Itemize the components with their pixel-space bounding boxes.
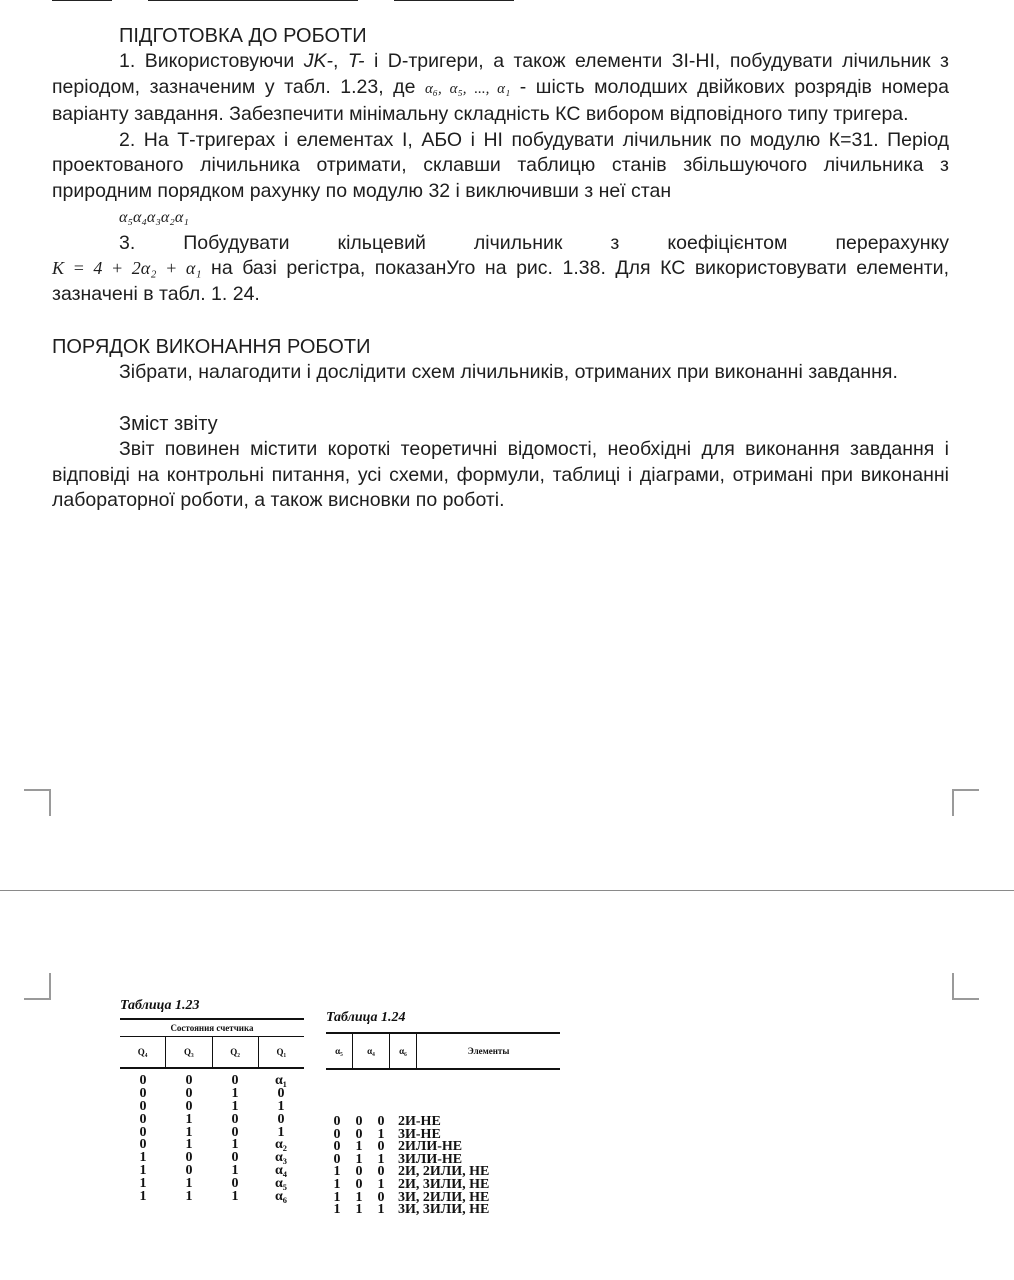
table-cell: 0 bbox=[355, 1114, 363, 1129]
item1-text-c: - шість молодших двійкових розрядів номера варіанту завдання. Забезпечити мінімальну складність КС вибором відповідного типу тригера. bbox=[52, 75, 949, 126]
table-cell: 2И, 3ИЛИ, НЕ bbox=[398, 1176, 490, 1192]
paragraph-item-3-rest bbox=[52, 256, 949, 307]
table-cell: 0 bbox=[377, 1139, 385, 1155]
table-cell: 1 bbox=[377, 1126, 385, 1142]
table-cell: 0 bbox=[139, 1137, 147, 1153]
table-cell: α₂ bbox=[274, 1137, 287, 1153]
table-cell: 1 bbox=[231, 1163, 239, 1179]
table-cell: 1 bbox=[231, 1085, 239, 1101]
section-heading-procedure: ПОРЯДОК ВИКОНАННЯ РОБОТИ bbox=[52, 336, 371, 359]
table-cell: 1 bbox=[377, 1151, 385, 1167]
table-cell: 0 bbox=[231, 1073, 239, 1088]
page-separator bbox=[0, 890, 1014, 891]
table-cell: 0 bbox=[333, 1126, 341, 1142]
table-cell: 0 bbox=[139, 1124, 147, 1140]
table-row bbox=[120, 1098, 304, 1114]
table-cell: 1 bbox=[231, 1189, 239, 1205]
table-cell: 1 bbox=[333, 1176, 341, 1192]
table-cell: 1 bbox=[185, 1176, 193, 1192]
paragraph-item-1 bbox=[52, 49, 949, 128]
table-cell: 1 bbox=[333, 1202, 341, 1218]
page-corner-mark bbox=[952, 789, 979, 816]
table-caption: Таблица 1.24 bbox=[326, 1010, 406, 1025]
table-cell: 1 bbox=[139, 1163, 147, 1179]
table-caption: Таблица 1.23 bbox=[120, 998, 200, 1013]
table-cell: 2И-НЕ bbox=[398, 1114, 441, 1129]
table-cell: 3ИЛИ-НЕ bbox=[398, 1151, 463, 1167]
table-subheader: Состояния счетчика bbox=[120, 1018, 304, 1037]
column-header: Q₃ bbox=[166, 1037, 212, 1067]
page-corner-mark bbox=[24, 789, 51, 816]
table-cell: α₁ bbox=[274, 1073, 287, 1088]
item3-text-b: на базі регістра, показанУго на рис. 1.38. Для КС використовувати елементи, зазначені в табл. 1. 24. bbox=[52, 257, 949, 305]
table-cell: 1 bbox=[185, 1124, 193, 1140]
column-header: Q₂ bbox=[213, 1037, 259, 1067]
item1-separator: , bbox=[332, 50, 348, 72]
table-cell: α₃ bbox=[274, 1150, 287, 1166]
excluded-state-formula: α₅α₄α₃α₂α₁ bbox=[119, 208, 189, 226]
table-header-row bbox=[326, 1032, 560, 1070]
table-cell: 1 bbox=[333, 1189, 341, 1205]
paragraph-item-2: 2. На Т-тригерах і елементах І, АБО і НІ побудувати лічильник по модулю К=31. Період проектованого лічильника отримати, склавши таблицю станів збільшуючого лічильника з природним порядком рахунку по модулю 32 і виключивши з неї стан bbox=[52, 128, 949, 202]
table-header-row bbox=[120, 1037, 304, 1069]
document-body bbox=[52, 24, 949, 514]
table-cell: 0 bbox=[333, 1114, 341, 1129]
paragraph-item-3-line1: 3. Побудувати кільцевий лічильник з коефіцієнтом перерахунку bbox=[119, 231, 949, 254]
table-cell: 0 bbox=[231, 1176, 239, 1192]
table-cell: 0 bbox=[185, 1150, 193, 1166]
table-cell: 0 bbox=[355, 1126, 363, 1142]
paragraph-report: Звіт повинен містити короткі теоретичні відомості, необхідні для виконання завдання і відповіді на контрольні питання, усі схеми, формули, таблиці і діаграми, отримані при виконанні лабораторної роботи, а також висновки по роботі. bbox=[52, 437, 949, 512]
table-cell: 0 bbox=[139, 1098, 147, 1114]
table-cell: 0 bbox=[377, 1189, 385, 1205]
table-body bbox=[326, 1116, 560, 1217]
table-cell: 1 bbox=[377, 1202, 385, 1218]
table-row bbox=[120, 1191, 304, 1204]
column-header: α₆ bbox=[390, 1034, 417, 1068]
table-cell: α₅ bbox=[274, 1176, 287, 1192]
table-cell: 1 bbox=[231, 1137, 239, 1153]
table-cell: 0 bbox=[231, 1150, 239, 1166]
table-cell: 0 bbox=[355, 1176, 363, 1192]
table-cell: 1 bbox=[139, 1176, 147, 1192]
table-cell: 0 bbox=[139, 1111, 147, 1127]
table-cell: 1 bbox=[377, 1176, 385, 1192]
table-row bbox=[120, 1085, 304, 1101]
table-cell: 0 bbox=[277, 1085, 285, 1101]
paragraph-procedure: Зібрати, налагодити і дослідити схем лічильників, отриманих при виконанні завдання. bbox=[119, 361, 898, 384]
table-cell: 0 bbox=[377, 1114, 385, 1129]
table-cell: 2И, 2ИЛИ, НЕ bbox=[398, 1164, 490, 1180]
t-trigger-label: T- bbox=[347, 50, 365, 72]
table-cell: 1 bbox=[139, 1150, 147, 1166]
column-header: Элементы bbox=[467, 1046, 510, 1056]
section-heading-preparation: ПІДГОТОВКА ДО РОБОТИ bbox=[119, 25, 367, 47]
table-cell: 0 bbox=[185, 1085, 193, 1101]
table-cell: 1 bbox=[185, 1189, 193, 1205]
table-cell: 1 bbox=[355, 1139, 363, 1155]
table-1-23 bbox=[120, 998, 304, 1204]
table-row bbox=[326, 1204, 560, 1217]
table-cell: 3И, 3ИЛИ, НЕ bbox=[398, 1202, 490, 1218]
table-cell: 1 bbox=[231, 1098, 239, 1114]
table-cell: 1 bbox=[355, 1202, 363, 1218]
item1-text-b: і D-тригери, а також елементи ЗІ-НІ, побудувати лічильник з періодом, зазначеним у табл. 1.23, де bbox=[52, 50, 949, 98]
k-formula: K = 4 + 2α₂ + α₁ bbox=[52, 258, 202, 279]
page-corner-mark bbox=[24, 973, 51, 1000]
page-corner-mark bbox=[952, 973, 979, 1000]
column-header: Q₁ bbox=[276, 1047, 287, 1057]
table-cell: 0 bbox=[231, 1124, 239, 1140]
table-cell: 1 bbox=[333, 1164, 341, 1180]
table-cell: 0 bbox=[231, 1111, 239, 1127]
table-cell: 0 bbox=[185, 1163, 193, 1179]
jk-trigger-label: JK- bbox=[303, 50, 333, 72]
table-row bbox=[120, 1075, 304, 1088]
table-cell: 1 bbox=[185, 1111, 193, 1127]
table-cell: 1 bbox=[355, 1189, 363, 1205]
table-cell: α₆ bbox=[274, 1189, 287, 1205]
table-cell: 0 bbox=[377, 1164, 385, 1180]
table-cell: 0 bbox=[277, 1111, 285, 1127]
table-cell: 0 bbox=[333, 1151, 341, 1167]
table-1-24 bbox=[326, 1010, 560, 1217]
table-cell: 1 bbox=[185, 1137, 193, 1153]
table-cell: 0 bbox=[139, 1085, 147, 1101]
table-cell: 0 bbox=[185, 1098, 193, 1114]
item1-text-a: 1. Використовуючи bbox=[119, 50, 304, 72]
table-cell: 2ИЛИ-НЕ bbox=[398, 1139, 463, 1155]
section-heading-report: Зміст звіту bbox=[119, 412, 218, 435]
column-header: α₅ bbox=[326, 1034, 353, 1068]
table-cell: α₄ bbox=[274, 1163, 287, 1179]
previous-line-fragment bbox=[52, 0, 572, 4]
column-header: α₄ bbox=[353, 1034, 390, 1068]
table-cell: 1 bbox=[355, 1151, 363, 1167]
table-body bbox=[120, 1075, 304, 1204]
table-cell: 1 bbox=[277, 1124, 285, 1140]
table-cell: 3И, 2ИЛИ, НЕ bbox=[398, 1189, 490, 1205]
table-cell: 1 bbox=[277, 1098, 285, 1114]
table-cell: 0 bbox=[333, 1139, 341, 1155]
table-cell: 1 bbox=[139, 1189, 147, 1205]
alpha-bits-formula: α₆, α₅, ..., α₁ bbox=[424, 80, 511, 97]
table-cell: 0 bbox=[185, 1073, 193, 1088]
table-row bbox=[120, 1111, 304, 1127]
table-cell: 0 bbox=[355, 1164, 363, 1180]
table-cell: 0 bbox=[139, 1073, 147, 1088]
column-header: Q₄ bbox=[120, 1037, 166, 1067]
table-cell: 3И-НЕ bbox=[398, 1126, 441, 1142]
